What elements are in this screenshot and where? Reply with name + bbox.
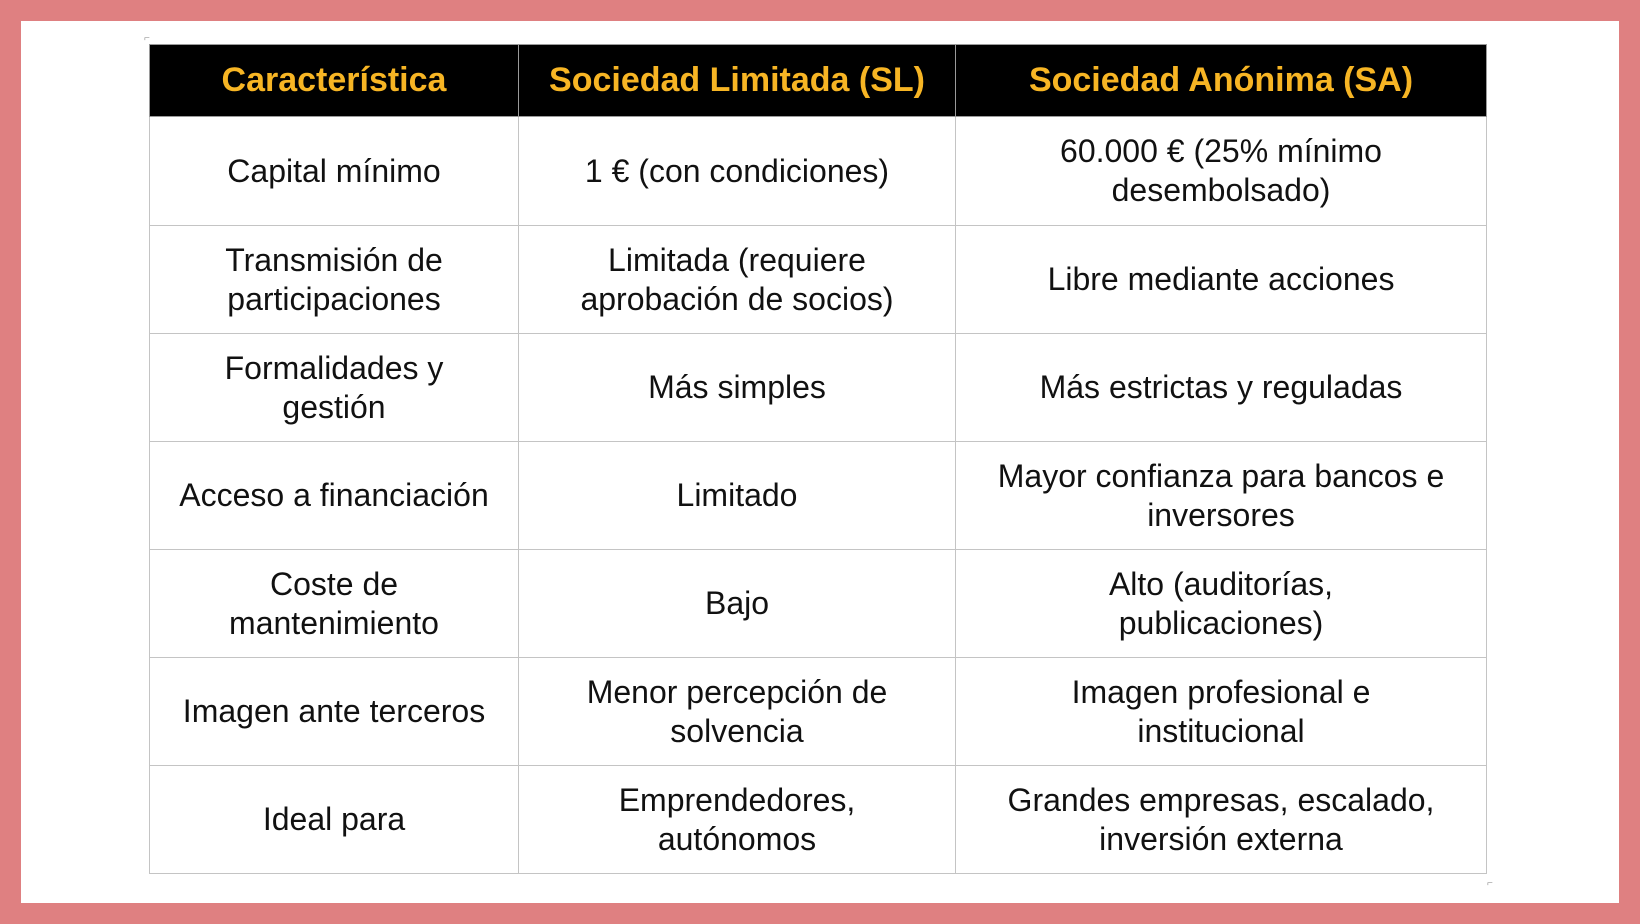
cell-sa: Grandes empresas, escalado, inversión externa — [956, 766, 1487, 874]
cell-sl: Limitada (requiere aprobación de socios) — [519, 226, 956, 334]
document-page — [21, 21, 1619, 903]
cell-feature: Imagen ante terceros — [150, 658, 519, 766]
comparison-table — [149, 44, 1487, 874]
cell-sl: Limitado — [519, 442, 956, 550]
cell-sl: Más simples — [519, 334, 956, 442]
header-caracteristica: Característica — [150, 45, 519, 117]
header-sociedad-limitada: Sociedad Limitada (SL) — [519, 45, 956, 117]
cell-sa: Alto (auditorías, publicaciones) — [956, 550, 1487, 658]
cell-sa: 60.000 € (25% mínimo desembolsado) — [956, 117, 1487, 226]
table-row — [150, 550, 1487, 658]
crop-mark-bottom-right: ⌐ — [1487, 878, 1493, 889]
cell-sl: Bajo — [519, 550, 956, 658]
cell-sa: Libre mediante acciones — [956, 226, 1487, 334]
cell-sl: Menor percepción de solvencia — [519, 658, 956, 766]
cell-sa: Más estrictas y reguladas — [956, 334, 1487, 442]
cell-feature: Coste de mantenimiento — [150, 550, 519, 658]
cell-feature: Capital mínimo — [150, 117, 519, 226]
table-row — [150, 442, 1487, 550]
header-sociedad-anonima: Sociedad Anónima (SA) — [956, 45, 1487, 117]
cell-sa: Mayor confianza para bancos e inversores — [956, 442, 1487, 550]
table-row — [150, 334, 1487, 442]
cell-feature: Ideal para — [150, 766, 519, 874]
table-row — [150, 766, 1487, 874]
crop-mark-top-left: ⌐ — [144, 33, 150, 44]
table-row — [150, 226, 1487, 334]
cell-feature: Formalidades y gestión — [150, 334, 519, 442]
table-header-row — [150, 45, 1487, 117]
cell-feature: Acceso a financiación — [150, 442, 519, 550]
cell-sl: Emprendedores, autónomos — [519, 766, 956, 874]
cell-feature: Transmisión de participaciones — [150, 226, 519, 334]
cell-sa: Imagen profesional e institucional — [956, 658, 1487, 766]
table-row — [150, 117, 1487, 226]
cell-sl: 1 € (con condiciones) — [519, 117, 956, 226]
table-row — [150, 658, 1487, 766]
